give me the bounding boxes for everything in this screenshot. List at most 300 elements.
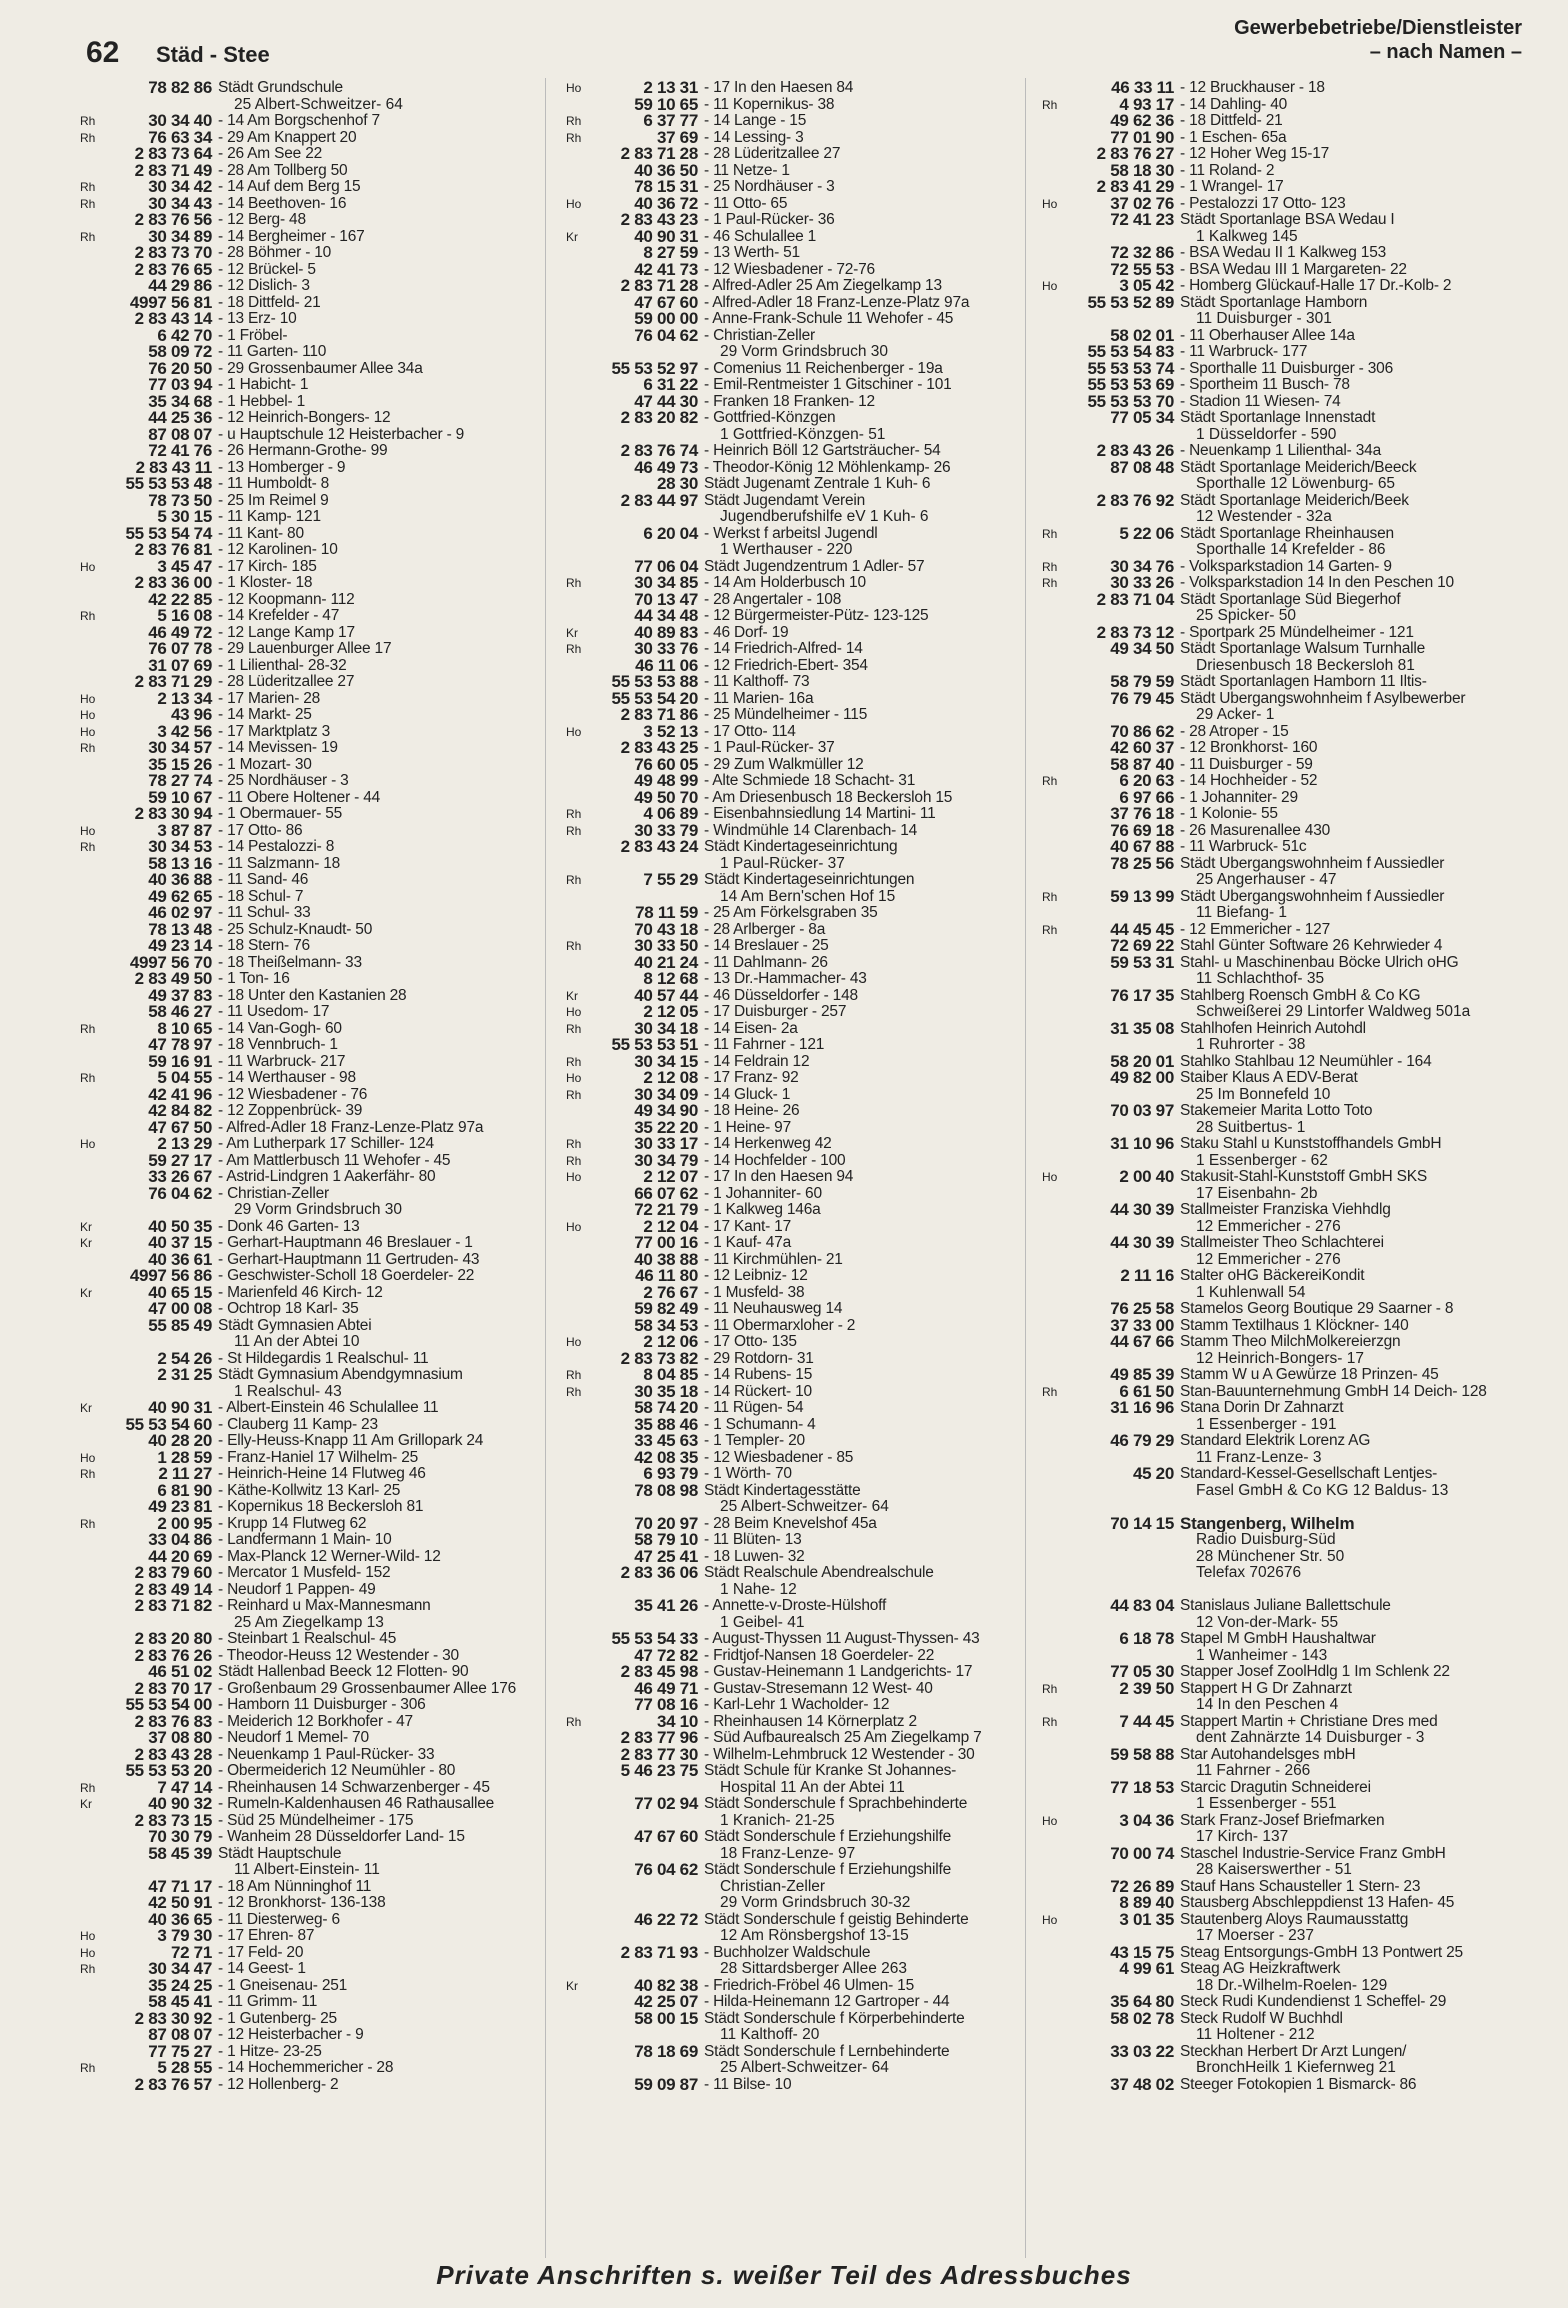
entry-continuation: 1 Essenberger - 551 <box>1196 1796 1337 1812</box>
entry-name: Städt Kindertageseinrichtungen <box>704 872 915 888</box>
entry-name: Städt Gymnasium Abendgymnasium <box>218 1367 463 1383</box>
district-code <box>80 1994 106 2011</box>
phone-number: 77 03 94 <box>148 375 212 394</box>
phone-number: 2 83 49 14 <box>134 1579 212 1599</box>
district-code: Rh <box>80 180 96 194</box>
entry-name: - 11 Marien- 16a <box>704 690 814 707</box>
district-code: Rh <box>1042 774 1058 788</box>
entry-continuation: Sporthalle 12 Löwenburg- 65 <box>1196 476 1396 492</box>
district-code <box>80 476 106 493</box>
entry-name: - 18 Vennbruch- 1 <box>218 1037 338 1053</box>
district-code <box>1042 1879 1068 1896</box>
district-code <box>1042 113 1068 130</box>
entry-name: - 12 Berg- 48 <box>218 212 306 228</box>
phone-number: 42 50 91 <box>148 1893 212 1912</box>
district-code <box>1042 1103 1068 1120</box>
entry-name: - Am Mattlerbusch 11 Wehofer - 45 <box>218 1152 451 1169</box>
district-code <box>1042 1961 1068 1978</box>
district-code <box>566 707 592 724</box>
district-code <box>566 1450 592 1467</box>
entry-name: - 13 Erz- 10 <box>218 311 297 327</box>
entry-name: - 12 Zoppenbrück- 39 <box>218 1103 363 1119</box>
entry-continuation: 1 Ruhrorter - 38 <box>1196 1037 1306 1053</box>
entry-name: - 12 Dislich- 3 <box>218 278 310 294</box>
district-code: Ho <box>566 1005 582 1019</box>
entry-continuation: 11 Schlachthof- 35 <box>1196 971 1325 987</box>
phone-number: 6 20 04 <box>643 523 698 543</box>
entry-name: - 1 Hitze- 23-25 <box>218 2043 322 2060</box>
district-code: Rh <box>566 939 582 953</box>
entry-name: - 11 Otto- 65 <box>704 195 788 212</box>
entry-name: - 1 Paul-Rücker- 37 <box>704 740 835 756</box>
district-code <box>80 872 106 889</box>
directory-entry <box>1042 1433 1532 1450</box>
entry-name: - 12 Bronkhorst- 160 <box>1180 740 1318 756</box>
district-code: Rh <box>566 1087 582 1102</box>
phone-number: 2 83 30 94 <box>134 804 212 823</box>
entry-name: Stangenberg, Wilhelm <box>1180 1515 1355 1532</box>
phone-number: 46 49 71 <box>634 1678 698 1698</box>
directory-entry <box>80 2074 570 2094</box>
district-code <box>566 1648 592 1665</box>
district-code <box>566 1103 592 1120</box>
entry-name: Städt Sonderschule f Lernbehinderte <box>704 2043 950 2060</box>
phone-number: 3 45 47 <box>157 556 212 576</box>
district-code <box>1042 2044 1068 2061</box>
district-code <box>80 1153 106 1170</box>
entry-name: - 1 Schumann- 4 <box>704 1416 816 1433</box>
district-code <box>1042 1516 1068 1533</box>
district-code <box>80 1829 106 1846</box>
district-code <box>1042 212 1068 229</box>
directory-entry <box>566 1909 1056 1929</box>
phone-number: 70 86 62 <box>1110 721 1174 741</box>
directory-entry <box>1042 1810 1532 1830</box>
entry-name: - 11 Grimm- 11 <box>218 1994 318 2010</box>
phone-number: 58 79 59 <box>1110 672 1174 691</box>
column-3 <box>1042 80 1532 2265</box>
directory-entry <box>566 2074 1056 2094</box>
directory-entry <box>80 589 570 609</box>
phone-number: 47 78 97 <box>148 1035 212 1054</box>
phone-number: 35 64 80 <box>1110 1992 1174 2011</box>
district-code <box>566 377 592 394</box>
district-code <box>566 905 592 922</box>
phone-number: 58 74 20 <box>634 1398 698 1417</box>
district-code: Ho <box>1042 196 1058 211</box>
district-code <box>566 1235 592 1252</box>
directory-entry <box>1042 754 1532 774</box>
entry-name: - 12 Wiesbadener - 85 <box>704 1449 854 1466</box>
phone-number: 42 41 96 <box>148 1084 212 1104</box>
entry-name: - 11 Warbruck- 177 <box>1180 344 1308 360</box>
district-code <box>80 344 106 361</box>
phone-number: 77 05 34 <box>1110 408 1174 427</box>
phone-number: 76 17 35 <box>1110 985 1174 1005</box>
directory-entry <box>566 358 1056 378</box>
phone-number: 4997 56 70 <box>129 952 212 972</box>
district-code <box>80 2027 106 2044</box>
entry-name: - Ochtrop 18 Karl- 35 <box>218 1301 359 1317</box>
phone-number: 55 53 53 20 <box>125 1761 212 1780</box>
phone-number: 30 34 15 <box>634 1051 698 1071</box>
district-code <box>80 1186 106 1203</box>
phone-number: 8 10 65 <box>157 1018 212 1038</box>
district-code: Kr <box>566 229 578 244</box>
phone-number: 44 30 39 <box>1110 1200 1174 1219</box>
district-code <box>1042 328 1068 345</box>
district-code <box>1042 394 1068 411</box>
directory-entry <box>80 1004 570 1021</box>
district-code <box>1042 1202 1068 1219</box>
phone-number: 77 00 16 <box>634 1233 698 1252</box>
phone-number: 3 05 42 <box>1119 276 1174 295</box>
district-code: Rh <box>1042 1681 1058 1696</box>
entry-name: - 11 Fahrner - 121 <box>704 1037 825 1053</box>
phone-number: 58 18 30 <box>1110 160 1174 180</box>
entry-name: - 18 Luwen- 32 <box>704 1548 805 1565</box>
phone-number: 5 30 15 <box>157 507 212 526</box>
phone-number: 2 83 76 57 <box>134 2074 212 2094</box>
entry-name: - 17 Feld- 20 <box>218 1944 304 1961</box>
district-code: Rh <box>566 873 582 887</box>
phone-number: 30 33 50 <box>634 936 698 955</box>
phone-number: 47 67 60 <box>634 1827 698 1846</box>
phone-number: 78 13 48 <box>148 919 212 939</box>
entry-continuation: 12 Emmericher - 276 <box>1196 1251 1341 1268</box>
entry-name: - Sportpark 25 Mündelheimer - 121 <box>1180 624 1414 641</box>
directory-entry <box>80 707 570 724</box>
district-code <box>80 509 106 526</box>
phone-number: 47 00 08 <box>148 1299 212 1318</box>
entry-name: - 1 Hebbel- 1 <box>218 393 306 410</box>
directory-entry <box>1042 1942 1532 1962</box>
entry-continuation: 1 Essenberger - 62 <box>1196 1152 1328 1169</box>
phone-number: 44 45 45 <box>1110 919 1174 939</box>
entry-name: - 28 Böhmer - 10 <box>218 245 332 261</box>
directory-entry <box>1042 1513 1532 1533</box>
phone-number: 2 11 27 <box>158 1464 212 1483</box>
district-code <box>566 410 592 427</box>
district-code <box>80 493 106 510</box>
district-code <box>1042 641 1068 658</box>
district-code <box>80 592 106 609</box>
phone-number: 2 00 40 <box>1119 1167 1174 1186</box>
phone-number: 37 02 76 <box>1110 193 1174 213</box>
phone-number: 40 38 88 <box>634 1249 698 1269</box>
entry-name: - 17 Otto- 86 <box>218 822 303 839</box>
entry-name: - Rheinhausen 14 Körnerplatz 2 <box>704 1713 917 1730</box>
district-code <box>1042 460 1068 477</box>
entry-name: - 18 Dittfeld- 21 <box>1180 113 1283 129</box>
phone-number: 30 34 89 <box>148 226 212 246</box>
district-code <box>80 2011 106 2028</box>
phone-number: 47 44 30 <box>634 391 698 411</box>
entry-continuation: 14 In den Peschen 4 <box>1196 1697 1339 1713</box>
district-code <box>566 674 592 691</box>
directory-entry <box>1042 1103 1532 1120</box>
entry-name: - 12 Hollenberg- 2 <box>218 2076 339 2093</box>
phone-number: 77 05 30 <box>1110 1662 1174 1681</box>
phone-number: 40 90 31 <box>148 1398 212 1417</box>
phone-number: 55 53 54 60 <box>125 1414 212 1434</box>
phone-number: 2 83 70 17 <box>134 1678 212 1698</box>
phone-number: 30 34 85 <box>634 573 698 592</box>
entry-name: - 1 Lilienthal- 28-32 <box>218 657 347 674</box>
district-code <box>566 773 592 790</box>
district-code <box>1042 1301 1068 1318</box>
district-code <box>1042 1945 1068 1962</box>
entry-name: - 14 Van-Gogh- 60 <box>218 1020 342 1037</box>
phone-number: 44 30 39 <box>1110 1233 1174 1252</box>
entry-name: Städt Sportanlage BSA Wedau I <box>1180 212 1395 228</box>
phone-number: 30 34 18 <box>634 1018 698 1038</box>
phone-number: 33 03 22 <box>1110 2041 1174 2061</box>
district-code <box>1042 691 1068 708</box>
district-code <box>80 2044 106 2061</box>
district-code: Ho <box>566 196 582 211</box>
district-code <box>80 1499 106 1516</box>
district-code <box>80 262 106 279</box>
entry-name: - Gustav-Heinemann 1 Landgerichts- 17 <box>704 1664 973 1680</box>
phone-number: 3 42 56 <box>157 721 212 741</box>
entry-continuation: 29 Vorm Grindsbruch 30-32 <box>720 1895 911 1911</box>
district-code <box>566 1285 592 1302</box>
entry-name: Stakemeier Marita Lotto Toto <box>1180 1103 1373 1119</box>
district-code <box>566 1829 592 1846</box>
district-code <box>80 1004 106 1021</box>
entry-name: Städt Sportanlage Süd Biegerhof <box>1180 591 1401 608</box>
directory-entry <box>1042 1631 1532 1648</box>
directory-entry <box>1042 1843 1532 1863</box>
entry-name: - 11 Kant- 80 <box>218 525 304 542</box>
district-code: Kr <box>80 1219 92 1234</box>
phone-number: 40 36 61 <box>148 1249 212 1269</box>
phone-number: 4997 56 81 <box>129 292 212 312</box>
entry-continuation: 14 Am Bern'schen Hof 15 <box>720 888 896 905</box>
phone-number: 2 83 76 81 <box>134 540 212 559</box>
entry-continuation: 11 Holtener - 212 <box>1196 2027 1315 2043</box>
directory-entry <box>1042 292 1532 312</box>
phone-number: 70 30 79 <box>148 1827 212 1846</box>
entry-name: - 11 Schul- 33 <box>218 905 311 921</box>
phone-number: 2 12 06 <box>643 1332 698 1351</box>
phone-number: 8 27 59 <box>643 243 698 262</box>
phone-number: 42 60 37 <box>1110 738 1174 757</box>
entry-name: Stahlhofen Heinrich Autohdl <box>1180 1020 1366 1037</box>
phone-number: 2 83 20 80 <box>134 1629 212 1648</box>
entry-continuation: 12 Heinrich-Bongers- 17 <box>1196 1350 1365 1367</box>
entry-name: - 1 Heine- 97 <box>704 1119 792 1136</box>
entry-name: - 46 Düsseldorfer - 148 <box>704 987 858 1004</box>
district-code <box>566 691 592 708</box>
phone-number: 30 34 09 <box>634 1084 698 1104</box>
phone-number: 2 83 20 82 <box>620 408 698 427</box>
phone-number: 42 08 35 <box>634 1447 698 1467</box>
district-code: Ho <box>566 1071 582 1085</box>
phone-number: 40 36 65 <box>148 1909 212 1929</box>
entry-name: - Franken 18 Franken- 12 <box>704 393 875 410</box>
phone-number: 78 08 98 <box>634 1480 698 1500</box>
entry-name: - 12 Bronkhorst- 136-138 <box>218 1895 386 1911</box>
district-code <box>80 1054 106 1071</box>
entry-name: Stauf Hans Schausteller 1 Stern- 23 <box>1180 1878 1421 1895</box>
district-code <box>80 1318 106 1335</box>
district-code <box>566 1268 592 1285</box>
district-code <box>1042 1318 1068 1335</box>
directory-entry <box>1042 886 1532 906</box>
phone-number: 59 82 49 <box>634 1299 698 1318</box>
entry-name: - 28 Beim Knevelshof 45a <box>704 1515 877 1532</box>
district-code <box>566 1763 592 1780</box>
district-code <box>566 592 592 609</box>
entry-name: - Wilhelm-Lehmbruck 12 Westender - 30 <box>704 1746 975 1763</box>
district-code <box>80 955 106 972</box>
district-code <box>1042 823 1068 840</box>
district-code <box>1042 1367 1068 1384</box>
district-code: Rh <box>566 1384 582 1399</box>
district-code <box>1042 80 1068 97</box>
phone-number: 46 22 72 <box>634 1909 698 1929</box>
entry-name: - 12 Friedrich-Ebert- 354 <box>704 657 868 674</box>
phone-number: 78 25 56 <box>1110 853 1174 873</box>
entry-name: - 13 Werth- 51 <box>704 245 800 261</box>
entry-name: - Hilda-Heinemann 12 Gartroper - 44 <box>704 1994 950 2010</box>
directory-entry <box>1042 853 1532 873</box>
district-code <box>566 2077 592 2094</box>
district-code <box>1042 625 1068 642</box>
directory-entry <box>80 1928 570 1945</box>
entry-name: - 11 Warbruck- 51c <box>1180 839 1307 855</box>
district-code: Kr <box>566 625 578 640</box>
district-code: Rh <box>80 1962 96 1976</box>
phone-number: 2 12 07 <box>643 1167 698 1186</box>
district-code <box>566 146 592 163</box>
entry-name: - 14 Werthauser - 98 <box>218 1070 356 1086</box>
phone-number: 46 49 73 <box>634 457 698 477</box>
entry-name: - 17 Marien- 28 <box>218 690 321 707</box>
entry-name: Stahl Günter Software 26 Kehrwieder 4 <box>1180 938 1443 954</box>
directory-entry <box>1042 490 1532 510</box>
entry-name: - 12 Wiesbadener - 72-76 <box>704 261 875 278</box>
entry-name: - 12 Lange Kamp 17 <box>218 624 355 641</box>
phone-number: 2 83 30 92 <box>134 2008 212 2028</box>
district-code <box>1042 988 1068 1005</box>
directory-entry <box>80 80 570 97</box>
district-code <box>80 889 106 906</box>
entry-name: - 28 Am Tollberg 50 <box>218 162 348 179</box>
category-line2: – nach Namen – <box>1369 41 1522 63</box>
phone-number: 2 83 36 00 <box>134 573 212 592</box>
district-code <box>566 1301 592 1318</box>
district-code: Rh <box>80 114 96 128</box>
entry-name: - 12 Hoher Weg 15-17 <box>1180 146 1330 162</box>
phone-number: 87 08 48 <box>1110 457 1174 477</box>
phone-number: 87 08 07 <box>148 424 212 444</box>
category-line1: Gewerbebetriebe/Dienstleister <box>1234 17 1522 39</box>
district-code <box>80 410 106 427</box>
directory-entry <box>566 1268 1056 1285</box>
phone-number: 55 53 52 97 <box>611 358 698 378</box>
phone-number: 47 67 50 <box>148 1117 212 1137</box>
phone-number: 78 27 74 <box>148 771 212 790</box>
phone-number: 49 34 50 <box>1110 639 1174 658</box>
page-range: Städ - Stee <box>156 42 270 67</box>
district-code <box>566 955 592 972</box>
phone-number: 2 83 43 14 <box>134 309 212 328</box>
phone-number: 2 83 43 26 <box>1096 441 1174 460</box>
phone-number: 5 46 23 75 <box>620 1761 698 1780</box>
entry-name: - 17 Otto- 135 <box>704 1334 797 1350</box>
district-code: Ho <box>80 708 96 722</box>
directory-entry <box>566 1202 1056 1219</box>
entry-name: - Alfred-Adler 25 Am Ziegelkamp 13 <box>704 278 942 294</box>
entry-name: - 17 In den Haesen 84 <box>704 80 854 96</box>
phone-number: 58 45 41 <box>148 1992 212 2011</box>
district-code <box>80 1120 106 1137</box>
district-code <box>80 1087 106 1104</box>
phone-number: 30 33 76 <box>634 639 698 658</box>
district-code: Rh <box>80 1516 96 1531</box>
phone-number: 2 83 71 28 <box>620 276 698 295</box>
entry-continuation: 25 Albert-Schweitzer- 64 <box>720 1499 889 1515</box>
entry-name: - Heinrich Böll 12 Gartsträucher- 54 <box>704 443 941 459</box>
district-code <box>80 361 106 378</box>
phone-number: 6 31 22 <box>643 375 698 394</box>
directory-entry <box>1042 1777 1532 1797</box>
directory-entry <box>1042 1678 1532 1698</box>
phone-number: 47 67 60 <box>634 292 698 312</box>
district-code <box>80 971 106 988</box>
entry-continuation: 11 Fahrner - 266 <box>1196 1763 1311 1779</box>
phone-number: 59 53 31 <box>1110 952 1174 972</box>
directory-entry <box>1042 259 1532 279</box>
district-code <box>80 938 106 955</box>
entry-name: Stamelos Georg Boutique 29 Saarner - 8 <box>1180 1301 1454 1317</box>
entry-name: Standard-Kessel-Gesellschaft Lentjes- <box>1180 1466 1438 1482</box>
directory-entry <box>80 1909 570 1929</box>
district-code <box>80 1631 106 1648</box>
directory-entry <box>1042 1235 1532 1252</box>
phone-number: 30 34 53 <box>148 837 212 856</box>
entry-name: - 14 Herkenweg 42 <box>704 1136 832 1152</box>
entry-name: - 28 Angertaler - 108 <box>704 591 842 608</box>
district-code <box>80 1367 106 1384</box>
district-code <box>80 1879 106 1896</box>
directory-entry <box>1042 1268 1532 1285</box>
entry-name: - 1 Johanniter- 60 <box>704 1185 822 1202</box>
district-code <box>80 1598 106 1615</box>
phone-number: 58 02 78 <box>1110 2008 1174 2028</box>
entry-name: Steck Rudi Kundendienst 1 Scheffel- 29 <box>1180 1994 1447 2010</box>
district-code <box>566 1532 592 1549</box>
entry-name: Stappert Martin + Christiane Dres med <box>1180 1713 1438 1730</box>
entry-name: Staschel Industrie-Service Franz GmbH <box>1180 1845 1446 1862</box>
phone-number: 55 53 53 51 <box>611 1035 698 1054</box>
district-code <box>1042 493 1068 510</box>
entry-continuation: 1 Geibel- 41 <box>720 1614 805 1631</box>
district-code: Rh <box>80 741 96 755</box>
district-code <box>566 460 592 477</box>
phone-number: 78 73 50 <box>148 490 212 510</box>
entry-name: - 18 Stern- 76 <box>218 938 310 954</box>
district-code: Rh <box>1042 1714 1058 1729</box>
district-code <box>1042 1846 1068 1863</box>
district-code <box>1042 179 1068 196</box>
phone-number: 55 53 54 00 <box>125 1695 212 1714</box>
entry-name: - 29 Zum Walkmüller 12 <box>704 756 864 773</box>
entry-continuation: 11 Franz-Lenze- 3 <box>1196 1449 1322 1466</box>
